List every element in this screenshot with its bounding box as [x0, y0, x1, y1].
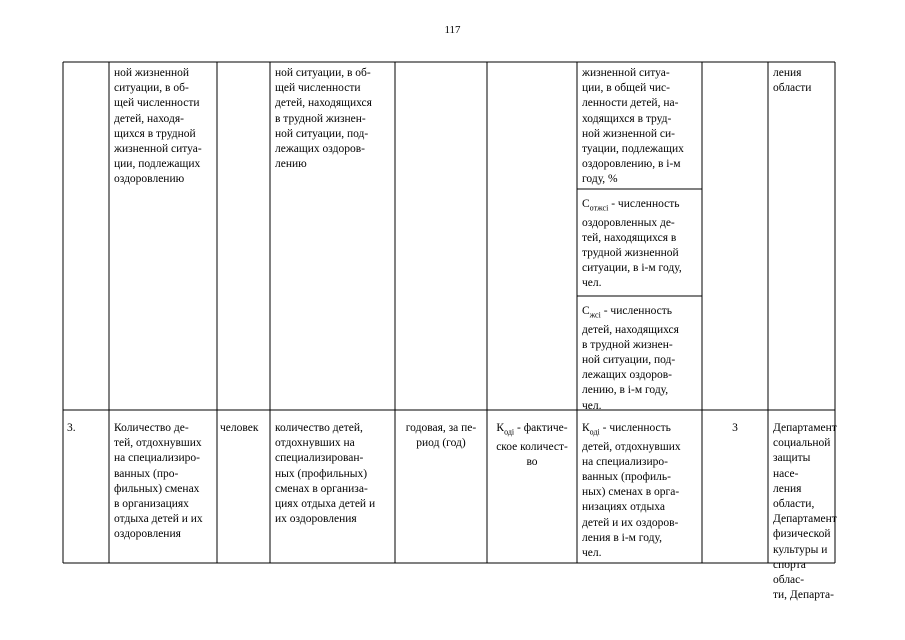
row1-formula-text: жизненной ситуа- ции, в общей чис- ленности детей, на- ходящихся в труд- ной жизненной си- туации, подлежащих оздоровлению, в i-м году, %	[582, 67, 684, 186]
variable-description: - численность оздоровленных де- тей, находящихся в трудной жизненной ситуации, в i-м году, чел.	[582, 198, 682, 290]
variable-subscript: одi	[504, 427, 515, 437]
row2-method-code: 3	[732, 422, 738, 434]
variable-symbol: С	[582, 305, 590, 317]
variable-description: - фактиче- ское количест- во	[496, 422, 568, 468]
row1-indicator-text: ной жизненной ситуации, в об- щей численности детей, находя- щихся в трудной жизненной ситуа- ции, подлежащих оздоровлению	[114, 67, 202, 186]
variable-subscript: одi	[589, 427, 600, 437]
variable-description: - численность детей, находящихся в трудной жизнен- ной ситуации, под- лежащих оздоров- лению, в i-м году, чел.	[582, 305, 679, 412]
row1-responsible-text: ления области	[773, 67, 812, 95]
row2-number: 3.	[67, 422, 76, 434]
row2-unit: человек	[220, 422, 259, 434]
row1-variable-total-count	[582, 304, 700, 414]
row2-data-source	[488, 421, 576, 470]
row2-periodicity: годовая, за пе- риод (год)	[405, 422, 477, 450]
row2-responsible-text: Департамент социальной защиты насе- ления области, Департамент физической культуры и спорта облас- ти, Департа-	[773, 422, 837, 602]
variable-subscript: жсi	[589, 310, 601, 320]
variable-symbol: С	[582, 198, 590, 210]
row1-variable-treated-count	[582, 197, 700, 292]
row2-indicator-text: Количество де- тей, отдохнувших на специализиро- ванных (про- фильных) сменах в организациях отдыха детей и их оздоровления	[114, 422, 203, 541]
row2-variable-text	[582, 421, 700, 561]
variable-subscript: отжсi	[589, 203, 609, 213]
variable-symbol: К	[582, 422, 590, 434]
row2-definition-text: количество детей, отдохнувших на специализирован- ных (профильных) сменах в организа- циях отдыха детей и их оздоровления	[275, 422, 376, 526]
variable-symbol: К	[496, 422, 505, 434]
page-number: 117	[444, 24, 461, 36]
variable-description: - численность детей, отдохнувших на специализиро- ванных (профиль- ных) сменах в орга- низациях отдыха детей и их оздоров- ления в i-м году, чел.	[582, 422, 681, 559]
row1-definition-text: ной ситуации, в об- щей численности детей, находящихся в трудной жизнен- ной ситуации, под- лежащих оздоров- лению	[275, 67, 372, 171]
